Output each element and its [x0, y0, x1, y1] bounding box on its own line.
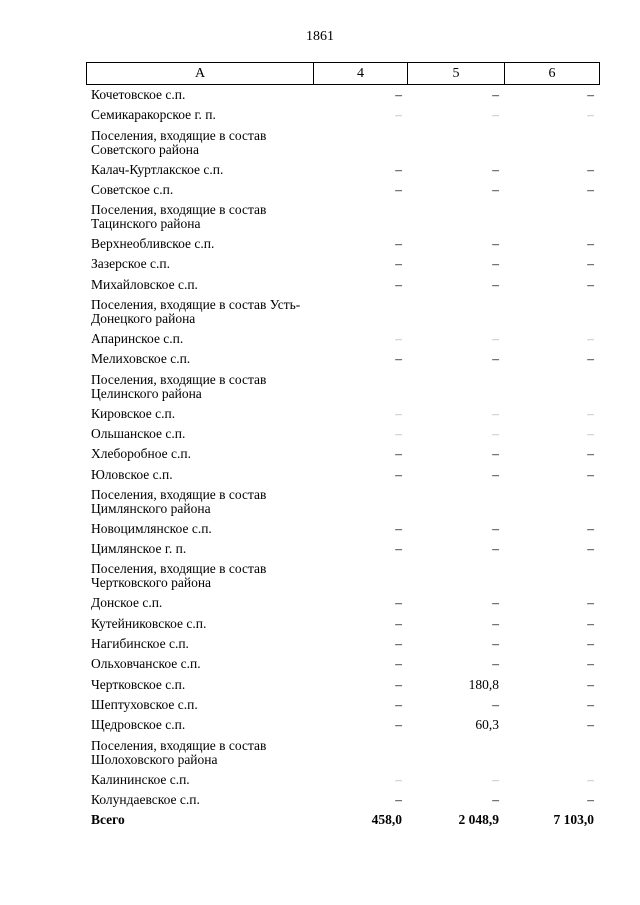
value-col-6: –: [587, 656, 594, 672]
value-col-6: –: [587, 595, 594, 611]
table-row: [86, 656, 600, 676]
total-row: [86, 812, 600, 832]
table-row: [86, 697, 600, 717]
value-col-5: –: [492, 405, 499, 421]
value-col-4: –: [395, 181, 402, 197]
value-col-4: –: [395, 351, 402, 367]
value-col-4: –: [395, 717, 402, 733]
value-col-5: –: [492, 256, 499, 272]
value-col-4: –: [395, 466, 402, 482]
value-col-6: –: [587, 107, 594, 123]
table-row: [86, 87, 600, 107]
table-row: [86, 772, 600, 792]
value-col-4: –: [395, 425, 402, 441]
value-col-4: –: [395, 595, 402, 611]
total-col-6: 7 103,0: [553, 812, 594, 828]
value-col-6: –: [587, 446, 594, 462]
total-col-5: 2 048,9: [458, 812, 499, 828]
value-col-6: –: [587, 466, 594, 482]
value-col-4: –: [395, 331, 402, 347]
value-col-5: –: [492, 446, 499, 462]
settlement-name: Михайловское с.п.: [91, 276, 198, 292]
value-col-5: –: [492, 181, 499, 197]
table-row: [86, 277, 600, 297]
value-col-6: –: [587, 717, 594, 733]
value-col-6: –: [587, 351, 594, 367]
settlement-name: Кочетовское с.п.: [91, 87, 186, 102]
page-number: 1861: [306, 29, 334, 44]
value-col-4: –: [395, 541, 402, 557]
table-row: [86, 541, 600, 561]
total-label: Всего: [91, 812, 125, 828]
table-row: [86, 351, 600, 371]
value-col-6: –: [587, 541, 594, 557]
settlement-name: Поселения, входящие в состав Чертковского района: [91, 561, 267, 591]
table-row: [86, 446, 600, 466]
table-row: [86, 616, 600, 636]
settlement-name: Колундаевское с.п.: [91, 791, 200, 807]
settlement-name: Калач-Куртлакское с.п.: [91, 161, 224, 177]
value-col-4: –: [395, 656, 402, 672]
table-row: [86, 162, 600, 182]
group-heading-row: [86, 738, 600, 772]
settlement-name: Поселения, входящие в состав Цимлянского района: [91, 486, 267, 516]
value-col-4: –: [395, 791, 402, 807]
value-col-4: –: [395, 405, 402, 421]
value-col-4: –: [395, 696, 402, 712]
settlement-name: Кировское с.п.: [91, 405, 176, 421]
settlement-name: Нагибинское с.п.: [91, 636, 189, 652]
table-body: [86, 87, 600, 832]
value-col-6: –: [587, 636, 594, 652]
settlement-name: Щедровское с.п.: [91, 717, 186, 733]
table-row: [86, 406, 600, 426]
settlement-name: Советское с.п.: [91, 181, 174, 197]
value-col-6: –: [587, 331, 594, 347]
header-col-4: 4: [314, 63, 408, 84]
value-col-5: –: [492, 520, 499, 536]
group-heading-row: [86, 202, 600, 236]
value-col-4: –: [395, 87, 402, 102]
value-col-5: –: [492, 696, 499, 712]
table-row: [86, 426, 600, 446]
value-col-5: –: [492, 351, 499, 367]
value-col-6: –: [587, 520, 594, 536]
settlement-name: Новоцимлянское с.п.: [91, 520, 212, 536]
table-row: [86, 182, 600, 202]
value-col-5: –: [492, 466, 499, 482]
settlement-name: Донское с.п.: [91, 595, 163, 611]
group-heading-row: [86, 487, 600, 521]
value-col-6: –: [587, 256, 594, 272]
header-col-6: 6: [548, 65, 556, 81]
settlement-name: Поселения, входящие в состав Тацинского района: [91, 202, 267, 232]
value-col-5: –: [492, 107, 499, 123]
value-col-5: –: [492, 87, 499, 102]
header-col-a: А: [87, 63, 314, 84]
table-row: [86, 331, 600, 351]
value-col-6: –: [587, 771, 594, 787]
settlement-name: Калининское с.п.: [91, 771, 190, 787]
value-col-6: –: [587, 276, 594, 292]
settlement-name: Хлеборобное с.п.: [91, 446, 191, 462]
value-col-5: –: [492, 161, 499, 177]
group-heading-row: [86, 561, 600, 595]
table-row: [86, 521, 600, 541]
table-row: [86, 595, 600, 615]
settlement-name: Юловское с.п.: [91, 466, 173, 482]
settlement-name: Поселения, входящие в состав Целинского района: [91, 371, 267, 401]
table-row: [86, 636, 600, 656]
settlement-name: Мелиховское с.п.: [91, 351, 191, 367]
table-row: [86, 677, 600, 697]
value-col-4: –: [395, 771, 402, 787]
value-col-5: 60,3: [475, 717, 499, 733]
group-heading-row: [86, 297, 600, 331]
value-col-4: –: [395, 676, 402, 692]
value-col-6: –: [587, 676, 594, 692]
data-table: [86, 62, 600, 832]
value-col-6: –: [587, 236, 594, 252]
value-col-5: –: [492, 331, 499, 347]
value-col-6: –: [587, 791, 594, 807]
table-row: [86, 236, 600, 256]
value-col-4: –: [395, 446, 402, 462]
settlement-name: Шептуховское с.п.: [91, 696, 198, 712]
value-col-6: –: [587, 425, 594, 441]
total-col-4: 458,0: [371, 812, 402, 828]
settlement-name: Ольшанское с.п.: [91, 425, 186, 441]
value-col-6: –: [587, 405, 594, 421]
settlement-name: Поселения, входящие в состав Усть-Донецкого района: [91, 297, 301, 327]
value-col-4: –: [395, 236, 402, 252]
settlement-name: Апаринское с.п.: [91, 331, 184, 347]
value-col-4: –: [395, 520, 402, 536]
settlement-name: Поселения, входящие в состав Шолоховского района: [91, 737, 267, 767]
settlement-name: Кутейниковское с.п.: [91, 615, 207, 631]
value-col-5: –: [492, 236, 499, 252]
value-col-4: –: [395, 107, 402, 123]
settlement-name: Поселения, входящие в состав Советского района: [91, 127, 267, 157]
value-col-5: 180,8: [468, 676, 499, 692]
value-col-6: –: [587, 161, 594, 177]
value-col-4: –: [395, 636, 402, 652]
group-heading-row: [86, 128, 600, 162]
value-col-4: –: [395, 615, 402, 631]
value-col-4: –: [395, 161, 402, 177]
value-col-6: –: [587, 696, 594, 712]
value-col-5: –: [492, 595, 499, 611]
header-col-5: 5: [408, 63, 505, 84]
value-col-5: –: [492, 791, 499, 807]
settlement-name: Цимлянское г. п.: [91, 541, 187, 557]
settlement-name: Ольховчанское с.п.: [91, 656, 201, 672]
value-col-5: –: [492, 615, 499, 631]
settlement-name: Зазерское с.п.: [91, 256, 170, 272]
table-row: [86, 256, 600, 276]
value-col-5: –: [492, 425, 499, 441]
settlement-name: Верхнеобливское с.п.: [91, 236, 215, 252]
table-header: [86, 62, 600, 85]
value-col-5: –: [492, 276, 499, 292]
value-col-5: –: [492, 771, 499, 787]
group-heading-row: [86, 372, 600, 406]
table-row: [86, 792, 600, 812]
value-col-6: –: [587, 181, 594, 197]
value-col-4: –: [395, 256, 402, 272]
value-col-5: –: [492, 636, 499, 652]
value-col-4: –: [395, 276, 402, 292]
table-row: [86, 107, 600, 127]
value-col-6: –: [587, 87, 594, 102]
value-col-5: –: [492, 656, 499, 672]
value-col-5: –: [492, 541, 499, 557]
value-col-6: –: [587, 615, 594, 631]
table-row: [86, 717, 600, 737]
table-row: [86, 467, 600, 487]
settlement-name: Чертковское с.п.: [91, 676, 186, 692]
settlement-name: Семикаракорское г. п.: [91, 107, 216, 123]
